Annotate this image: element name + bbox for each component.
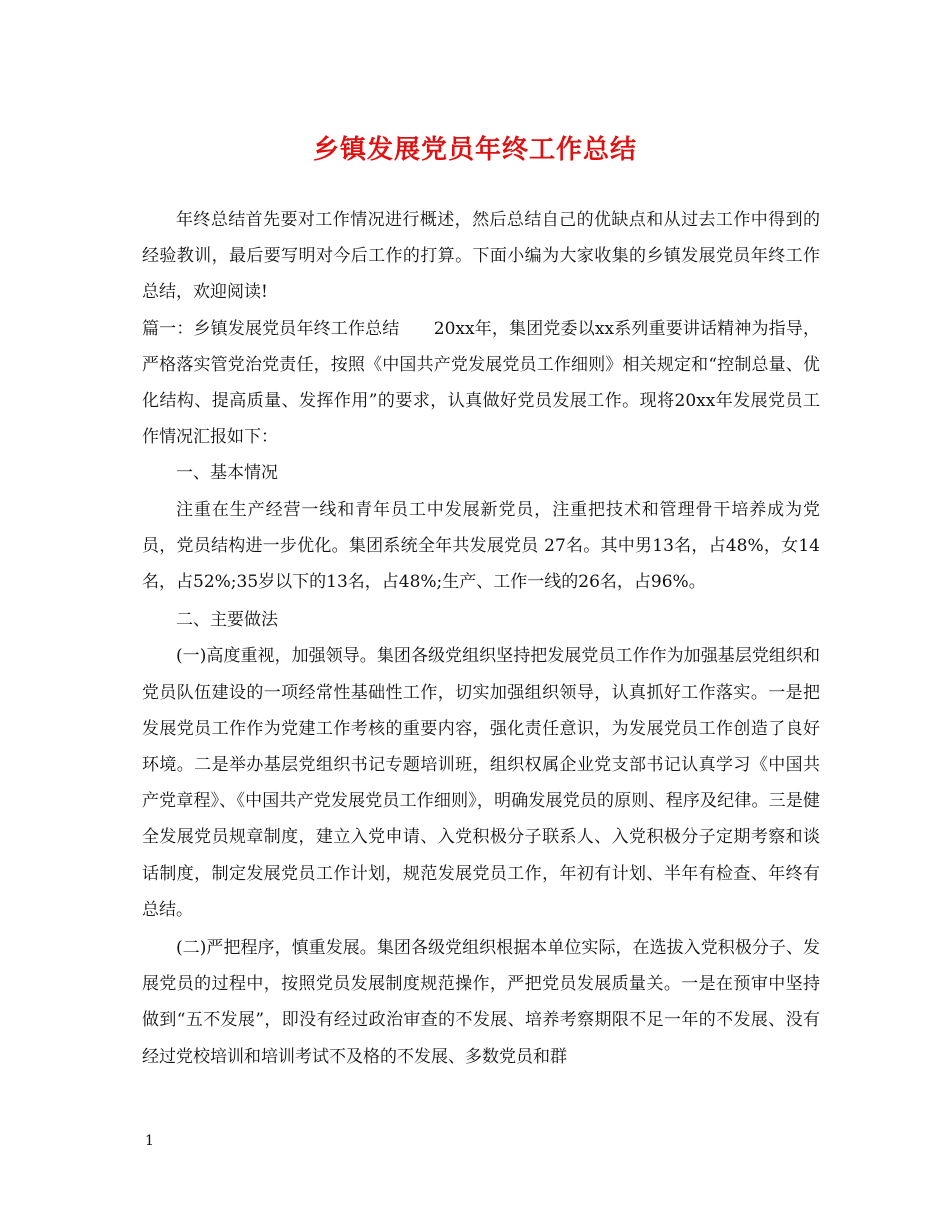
document-title: 乡镇发展党员年终工作总结 [312,135,637,165]
heading-main-practices: 二、主要做法 [176,610,278,631]
intro-paragraph: 年终总结首先要对工作情况进行概述，然后总结自己的优缺点和从过去工作中得到的经验教训，最后要写明对今后工作的打算。下面小编为大家收集的乡镇发展党员年终工作总结，欢迎阅读! [142,210,820,303]
document-body [142,202,820,1075]
practice-two-paragraph: (二)严把程序，慎重发展。集团各级党组织根据本单位实际，在选拔入党积极分子、发展党员的过程中，按照党员发展制度规范操作，严把党员发展质量关。一是在预审中坚持做到“五不发展”，即没有经过政治审查的不发展、培养考察期限不足一年的不发展、没有经过党校培训和培训考试不及格的不发展、多数党员和群 [142,938,820,1067]
page-number: 1 [145,1133,154,1149]
heading-basic-situation: 一、基本情况 [176,463,278,484]
section-one-paragraph: 篇一：乡镇发展党员年终工作总结 20xx年，集团党委以xx系列重要讲话精神为指导，严格落实管党治党责任，按照《中国共产党发展党员工作细则》相关规定和“控制总量、优化结构、提高质量、发挥作用”的要求，认真做好党员发展工作。现将20xx年发展党员工作情况汇报如下： [142,318,820,448]
practice-one-paragraph: (一)高度重视，加强领导。集团各级党组织坚持把发展党员工作作为加强基层党组织和党员队伍建设的一项经常性基础性工作，切实加强组织领导，认真抓好工作落实。一是把发展党员工作作为党建工作考核的重要内容，强化责任意识，为发展党员工作创造了良好环境。二是举办基层党组织书记专题培训班，组织权属企业党支部书记认真学习《中国共产党章程》、《中国共产党发展党员工作细则》，明确发展党员的原则、程序及纪律。三是健全发展党员规章制度，建立入党申请、入党积极分子联系人、入党积极分子定期考察和谈话制度，制定发展党员工作计划，规范发展党员工作，年初有计划、半年有检查、年终有总结。 [142,646,820,920]
basic-situation-paragraph: 注重在生产经营一线和青年员工中发展新党员，注重把技术和管理骨干培养成为党员，党员结构进一步优化。集团系统全年共发展党员 27名。其中男13名，占48%，女14名，占52%;35岁以下的13名，占48%;生产、工作一线的26名，占96%。 [142,499,820,593]
